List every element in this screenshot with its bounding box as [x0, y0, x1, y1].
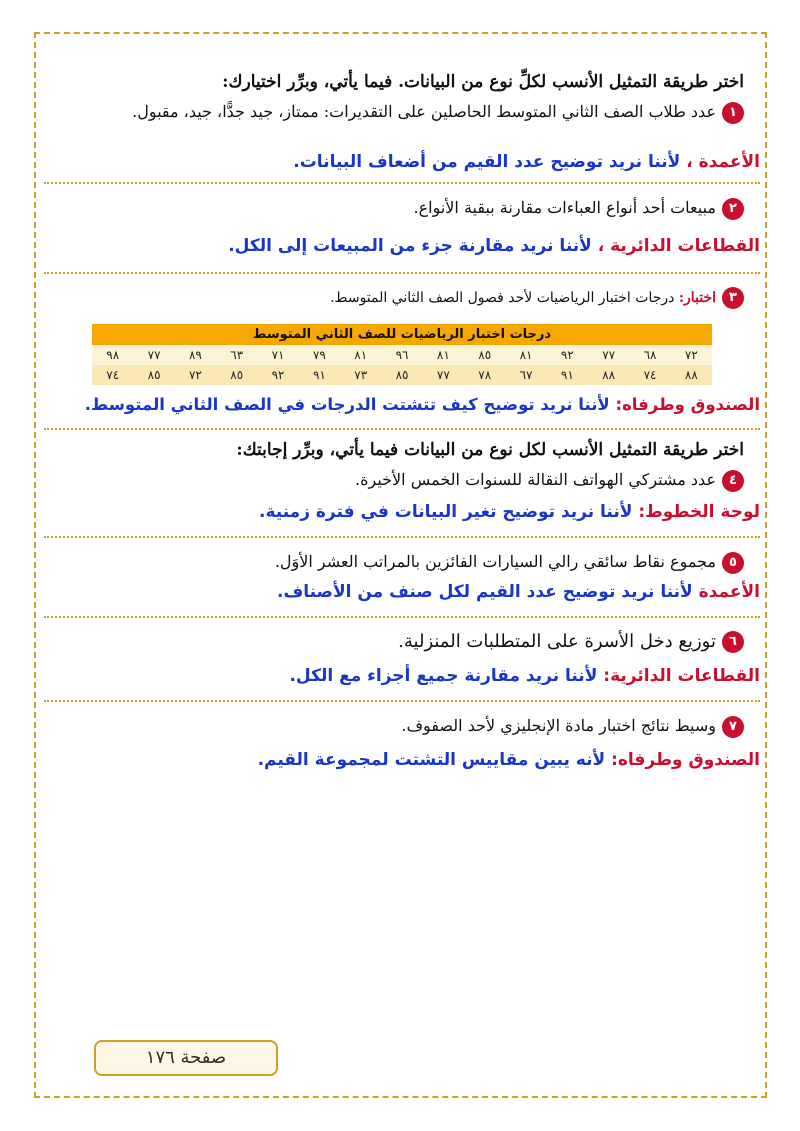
question-4-text: عدد مشتركي الهواتف النقالة للسنوات الخمس الأخيرة.	[355, 470, 716, 489]
table-cell: ٧٧	[133, 345, 174, 365]
table-cell: ٨٥	[216, 365, 257, 385]
question-number-7: ٧	[722, 716, 744, 738]
table-cell: ٨٨	[671, 365, 712, 385]
divider	[44, 700, 760, 702]
answer-7-type: الصندوق وطرفاه:	[611, 750, 760, 770]
question-3-text: درجات اختبار الرياضيات لأحد فصول الصف الثاني المتوسط.	[330, 290, 679, 306]
table-cell: ٩٢	[547, 345, 588, 365]
answer-5-reason: لأننا نريد توضيح عدد القيم لكل صنف من الأصناف.	[276, 582, 699, 602]
answer-6-reason: لأننا نريد مقارنة جميع أجزاء مع الكل.	[289, 666, 604, 686]
table-cell: ٩٦	[381, 345, 422, 365]
table-cell: ٧٤	[92, 365, 133, 385]
instruction-heading: اختر طريقة التمثيل الأنسب لكلِّ نوع من البيانات. فيما يأتي، وبرِّر اختيارك:	[222, 72, 744, 92]
answer-5-type: الأعمدة	[698, 582, 760, 602]
answer-2-type: القطاعات الدائرية ،	[597, 236, 760, 256]
table-row	[92, 365, 712, 385]
table-cell: ٨٩	[175, 345, 216, 365]
question-2-text: مبيعات أحد أنواع العباءات مقارنة ببقية الأنواع.	[413, 198, 716, 217]
table-cell: ٨٨	[588, 365, 629, 385]
question-number-6: ٦	[722, 631, 744, 653]
scores-table-title: درجات اختبار الرياضيات للصف الثاني المتوسط	[92, 324, 712, 345]
answer-4-type: لوحة الخطوط:	[638, 502, 760, 522]
answer-7-reason: لأنه يبين مقاييس التشتت لمجموعة القيم.	[257, 750, 612, 770]
divider	[44, 182, 760, 184]
question-number-4: ٤	[722, 470, 744, 492]
question-3	[44, 284, 760, 312]
table-cell: ٨٥	[464, 345, 505, 365]
question-number-5: ٥	[722, 552, 744, 574]
question-3-keyword: اختبار:	[678, 290, 716, 306]
table-cell: ٩١	[547, 365, 588, 385]
table-cell: ٩٨	[92, 345, 133, 365]
page-number-label: صفحة ١٧٦	[145, 1047, 227, 1068]
table-cell: ٧٣	[340, 365, 381, 385]
answer-3-type: الصندوق وطرفاه:	[615, 395, 760, 414]
divider	[44, 428, 760, 430]
table-cell: ٨١	[340, 345, 381, 365]
answer-6	[44, 666, 760, 686]
divider	[44, 272, 760, 274]
answer-3	[44, 395, 760, 414]
answer-2	[44, 236, 760, 256]
scores-table-grid	[92, 345, 712, 385]
table-cell: ٧٤	[629, 365, 670, 385]
question-6	[44, 628, 760, 656]
question-1	[44, 98, 760, 126]
table-row	[92, 345, 712, 365]
page-content	[44, 72, 760, 770]
question-5	[44, 548, 760, 576]
table-cell: ٧٢	[671, 345, 712, 365]
table-cell: ٧٧	[588, 345, 629, 365]
answer-1	[44, 152, 760, 172]
scores-table	[92, 324, 712, 385]
divider	[44, 536, 760, 538]
question-5-text: مجموع نقاط سائقي رالي السيارات الفائزين بالمراتب العشر الأوَل.	[274, 552, 716, 571]
table-cell: ٩٢	[257, 365, 298, 385]
table-cell: ٧٨	[464, 365, 505, 385]
answer-6-type: القطاعات الدائرية:	[603, 666, 760, 686]
table-cell: ٧٩	[299, 345, 340, 365]
table-cell: ٦٧	[505, 365, 546, 385]
answer-4-reason: لأننا نريد توضيح تغير البيانات في فترة زمنية.	[259, 502, 639, 522]
question-6-text: توزيع دخل الأسرة على المتطلبات المنزلية.	[398, 631, 716, 652]
question-7-text: وسيط نتائج اختبار مادة الإنجليزي لأحد الصفوف.	[401, 716, 716, 735]
table-cell: ٦٨	[629, 345, 670, 365]
question-7	[44, 712, 760, 740]
table-cell: ٨١	[505, 345, 546, 365]
answer-1-type: الأعمدة ،	[686, 152, 760, 172]
table-cell: ٩١	[299, 365, 340, 385]
table-cell: ٨٥	[381, 365, 422, 385]
question-number-3: ٣	[722, 287, 744, 309]
question-number-2: ٢	[722, 198, 744, 220]
answer-4	[44, 502, 760, 522]
table-cell: ٧٧	[423, 365, 464, 385]
answer-3-reason: لأننا نريد توضيح كيف تتشتت الدرجات في الصف الثاني المتوسط.	[84, 395, 616, 414]
page-number-badge	[94, 1040, 278, 1076]
table-cell: ٧١	[257, 345, 298, 365]
answer-2-reason: لأننا نريد مقارنة جزء من المبيعات إلى الكل.	[228, 236, 598, 256]
table-cell: ٨١	[423, 345, 464, 365]
question-2	[44, 194, 760, 222]
question-number-1: ١	[722, 102, 744, 124]
table-cell: ٨٥	[133, 365, 174, 385]
question-1-text: عدد طلاب الصف الثاني المتوسط الحاصلين على التقديرات: ممتاز، جيد جدًّا، جيد، مقبول.	[132, 102, 716, 121]
table-cell: ٧٢	[175, 365, 216, 385]
instruction-heading-2: اختر طريقة التمثيل الأنسب لكل نوع من البيانات فيما يأتي، وبرِّر إجابتك:	[236, 440, 744, 460]
table-cell: ٦٣	[216, 345, 257, 365]
divider	[44, 616, 760, 618]
answer-1-reason: لأننا نريد توضيح عدد القيم من أضعاف البيانات.	[293, 152, 687, 172]
answer-7	[44, 750, 760, 770]
answer-5	[44, 582, 760, 602]
question-4	[44, 466, 760, 494]
